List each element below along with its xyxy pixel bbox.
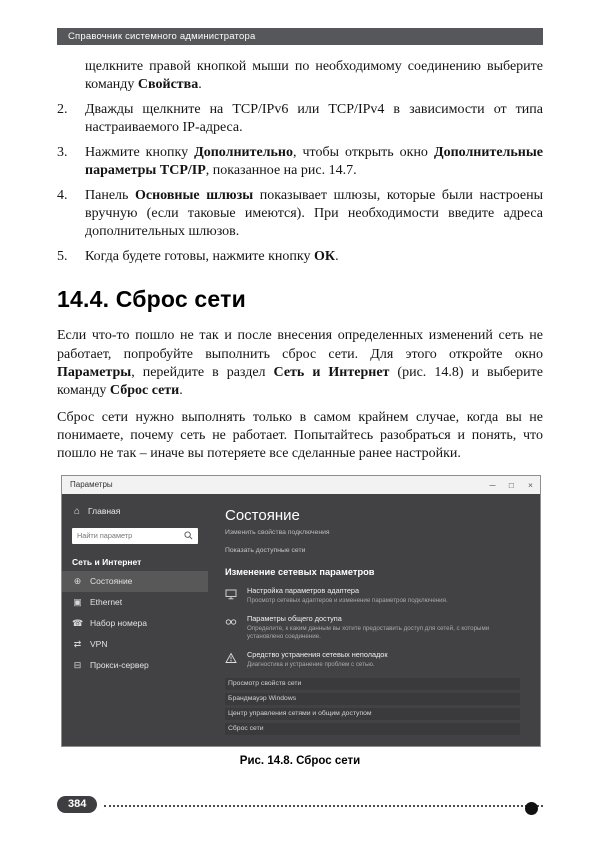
option-network-troubleshooter[interactable]: [225, 650, 530, 669]
link-windows-firewall[interactable]: Брандмауэр Windows: [225, 693, 520, 705]
text-segment: (рис. 14.8) и выберите команду: [57, 364, 543, 398]
link-network-sharing-center[interactable]: Центр управления сетями и общим доступом: [225, 708, 520, 720]
option-texts: [247, 650, 388, 669]
text-segment: , чтобы открыть окно: [293, 145, 434, 161]
list-number: 5.: [57, 249, 68, 265]
text-segment: , показанное на рис. 14.7.: [205, 163, 357, 179]
page-content: [57, 58, 543, 767]
sidebar-item-status[interactable]: [62, 571, 208, 592]
bold-term: ОК: [314, 249, 336, 265]
status-page-title: Состояние: [225, 506, 300, 524]
sidebar-item-vpn[interactable]: [62, 634, 208, 655]
network-adapter-icon: [225, 586, 238, 605]
settings-window-figure: [61, 475, 541, 747]
home-icon: ⌂: [73, 505, 81, 517]
bold-term: Сеть и Интернет: [273, 364, 390, 380]
minimize-icon[interactable]: ─: [489, 479, 496, 490]
window-title: Параметры: [70, 480, 113, 490]
text-segment: Если что-то пошло не так и после внесения определенных изменений сеть не работает, попробуйте выполнить сброс сети. Для этого откройте окно: [57, 328, 543, 362]
text-segment: щелкните правой кнопкой мыши по необходимому соединению выберите команду: [85, 59, 543, 93]
step-2: [57, 101, 543, 137]
network-settings-subheading: Изменение сетевых параметров: [225, 566, 375, 577]
bold-term: Основные шлюзы: [135, 188, 254, 204]
text-segment: , перейдите в раздел: [131, 364, 274, 380]
running-head: Справочник системного администратора: [57, 28, 543, 45]
sharing-options-icon: [225, 614, 238, 641]
window-controls: [483, 476, 540, 494]
text-segment: .: [335, 249, 339, 265]
footer-dotted-line: [104, 805, 543, 807]
step-4: [57, 187, 543, 241]
window-titlebar: [62, 476, 540, 494]
text-segment: .: [198, 77, 202, 93]
troubleshoot-icon: [225, 650, 238, 669]
bottom-links: [225, 678, 520, 735]
search-icon[interactable]: [184, 527, 193, 545]
ethernet-icon: ▣: [73, 596, 82, 607]
option-desc: Диагностика и устранение проблем с сетью.: [247, 661, 375, 669]
section-heading: 14.4. Сброс сети: [57, 286, 246, 313]
paragraph-2: Сброс сети нужно выполнять только в самом крайнем случае, когда вы не понимаете, почему сеть не работает. Попытайтесь разобраться и понять, что пошло не так – иначе вы потеряете все сделанные ранее настройки.: [57, 409, 543, 461]
option-desc: Просмотр сетевых адаптеров и изменение параметров подключения.: [247, 596, 448, 604]
proxy-icon: ⊟: [73, 659, 82, 670]
step-2-text: Дважды щелкните на TCP/IPv6 или TCP/IPv4 в зависимости от типа настраиваемого IP-адреса.: [85, 102, 543, 136]
step-1-continuation: [85, 58, 543, 94]
text-segment: Когда будете готовы, нажмите кнопку: [85, 249, 315, 265]
option-adapter-settings[interactable]: [225, 586, 530, 605]
sidebar-item-ethernet[interactable]: [62, 592, 208, 613]
text-segment: Панель: [85, 188, 136, 204]
show-available-networks-link[interactable]: Показать доступные сети: [225, 546, 306, 554]
search-input[interactable]: [77, 531, 184, 540]
sidebar-item-proxy[interactable]: [62, 655, 208, 676]
dialup-icon: ☎: [72, 617, 84, 628]
sidebar-item-home[interactable]: [62, 501, 208, 522]
figure-caption: Рис. 14.8. Сброс сети: [239, 754, 361, 767]
close-icon[interactable]: ×: [528, 479, 533, 490]
sidebar-section-label: Сеть и Интернет: [72, 556, 142, 567]
list-number: 2.: [57, 102, 68, 118]
step-3: [57, 144, 543, 180]
option-title: Средство устранения сетевых неполадок: [247, 650, 388, 660]
list-number: 4.: [57, 188, 68, 204]
page-footer: [57, 796, 543, 813]
option-title: Параметры общего доступа: [247, 613, 342, 623]
window-body: [62, 494, 540, 746]
change-connection-properties-link[interactable]: Изменить свойства подключения: [225, 528, 330, 536]
globe-icon: ⊕: [73, 575, 82, 586]
bold-term: Сброс сети: [109, 382, 180, 398]
home-label: Главная: [88, 506, 121, 517]
sidebar-item-label: Состояние: [90, 576, 133, 587]
text-segment: .: [179, 382, 183, 398]
maximize-icon[interactable]: □: [508, 479, 515, 490]
option-texts: [247, 586, 448, 605]
vpn-icon: ⇄: [73, 638, 82, 649]
link-view-network-properties[interactable]: Просмотр свойств сети: [225, 678, 520, 690]
step-5-text: [85, 248, 543, 266]
bold-term: Дополнительные параметры TCP/IP: [85, 145, 543, 179]
footer-dot: [525, 802, 538, 815]
option-sharing-options[interactable]: [225, 614, 530, 641]
paragraph-1: [57, 327, 543, 399]
sidebar-item-label: Прокси-сервер: [90, 660, 149, 671]
bold-term: Параметры: [57, 364, 132, 380]
option-texts: [247, 614, 490, 641]
settings-sidebar: [62, 494, 208, 746]
page-number-badge: 384: [57, 796, 97, 813]
sidebar-item-label: Ethernet: [90, 597, 123, 608]
bold-term: Свойства: [137, 77, 199, 93]
sidebar-item-label: Набор номера: [90, 618, 147, 629]
sidebar-item-label: VPN: [90, 639, 108, 650]
option-desc: Определите, к каким данным вы хотите предоставить доступ для сетей, с которыми установлено соединение.: [247, 624, 490, 641]
sidebar-item-dialup[interactable]: [62, 613, 208, 634]
bold-term: Дополнительно: [194, 145, 293, 161]
settings-main-pane: [208, 494, 540, 746]
link-network-reset[interactable]: Сброс сети: [225, 723, 520, 735]
text-segment: показывает шлюзы, которые были настроены вручную (если таковые имеются). При необходимости введите адреса дополнительных шлюзов.: [85, 188, 544, 240]
step-5: [57, 248, 543, 266]
settings-search: [72, 528, 198, 544]
step-3-text: [85, 144, 543, 180]
option-title: Настройка параметров адаптера: [247, 585, 360, 595]
list-number: 3.: [57, 145, 68, 161]
text-segment: Нажмите кнопку: [85, 145, 195, 161]
step-4-text: [85, 187, 543, 241]
